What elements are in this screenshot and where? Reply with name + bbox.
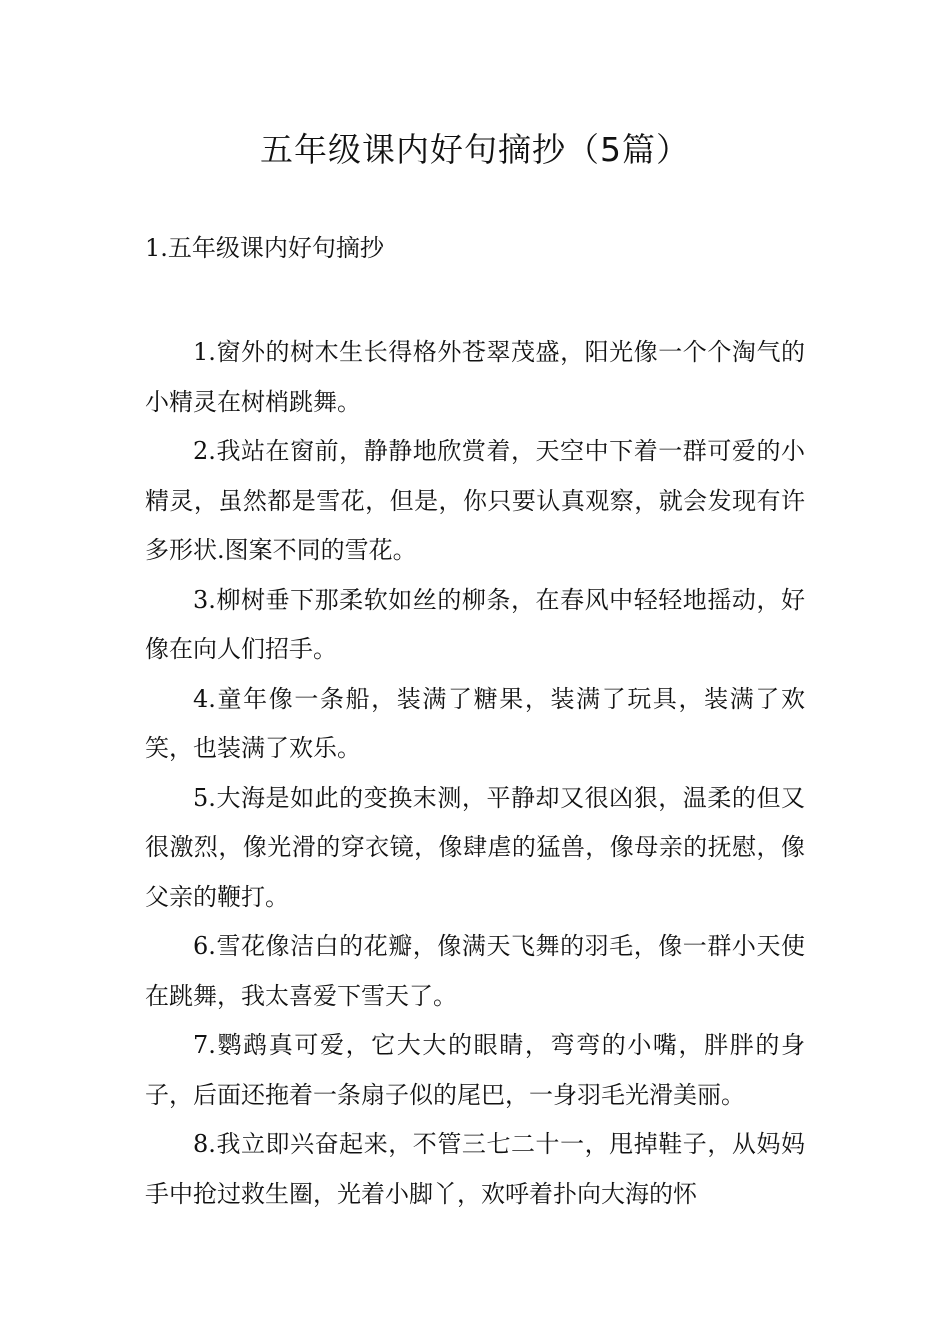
document-title: 五年级课内好句摘抄（5篇） <box>260 130 690 169</box>
sentence-list <box>145 328 805 1219</box>
sentence-4: 4.童年像一条船，装满了糖果，装满了玩具，装满了欢笑，也装满了欢乐。 <box>145 684 805 762</box>
sentence-8: 8.我立即兴奋起来，不管三七二十一，甩掉鞋子，从妈妈手中抢过救生圈，光着小脚丫，欢呼着扑向大海的怀 <box>145 1130 805 1208</box>
sentence-1: 1.窗外的树木生长得格外苍翠茂盛，阳光像一个个淘气的小精灵在树梢跳舞。 <box>145 338 805 416</box>
sentence-3: 3.柳树垂下那柔软如丝的柳条，在春风中轻轻地摇动，好像在向人们招手。 <box>145 585 805 663</box>
section-heading: 1.五年级课内好句摘抄 <box>145 234 384 262</box>
sentence-5: 5.大海是如此的变换末测，平静却又很凶狠，温柔的但又很激烈，像光滑的穿衣镜，像肆虐的猛兽，像母亲的抚慰，像父亲的鞭打。 <box>145 783 805 911</box>
sentence-2: 2.我站在窗前，静静地欣赏着，天空中下着一群可爱的小精灵，虽然都是雪花，但是，你只要认真观察，就会发现有许多形状.图案不同的雪花。 <box>145 437 805 564</box>
sentence-6: 6.雪花像洁白的花瓣，像满天飞舞的羽毛，像一群小天使在跳舞，我太喜爱下雪天了。 <box>145 932 805 1010</box>
sentence-7: 7.鹦鹉真可爱，它大大的眼睛，弯弯的小嘴，胖胖的身子，后面还拖着一条扇子似的尾巴，一身羽毛光滑美丽。 <box>145 1031 805 1109</box>
